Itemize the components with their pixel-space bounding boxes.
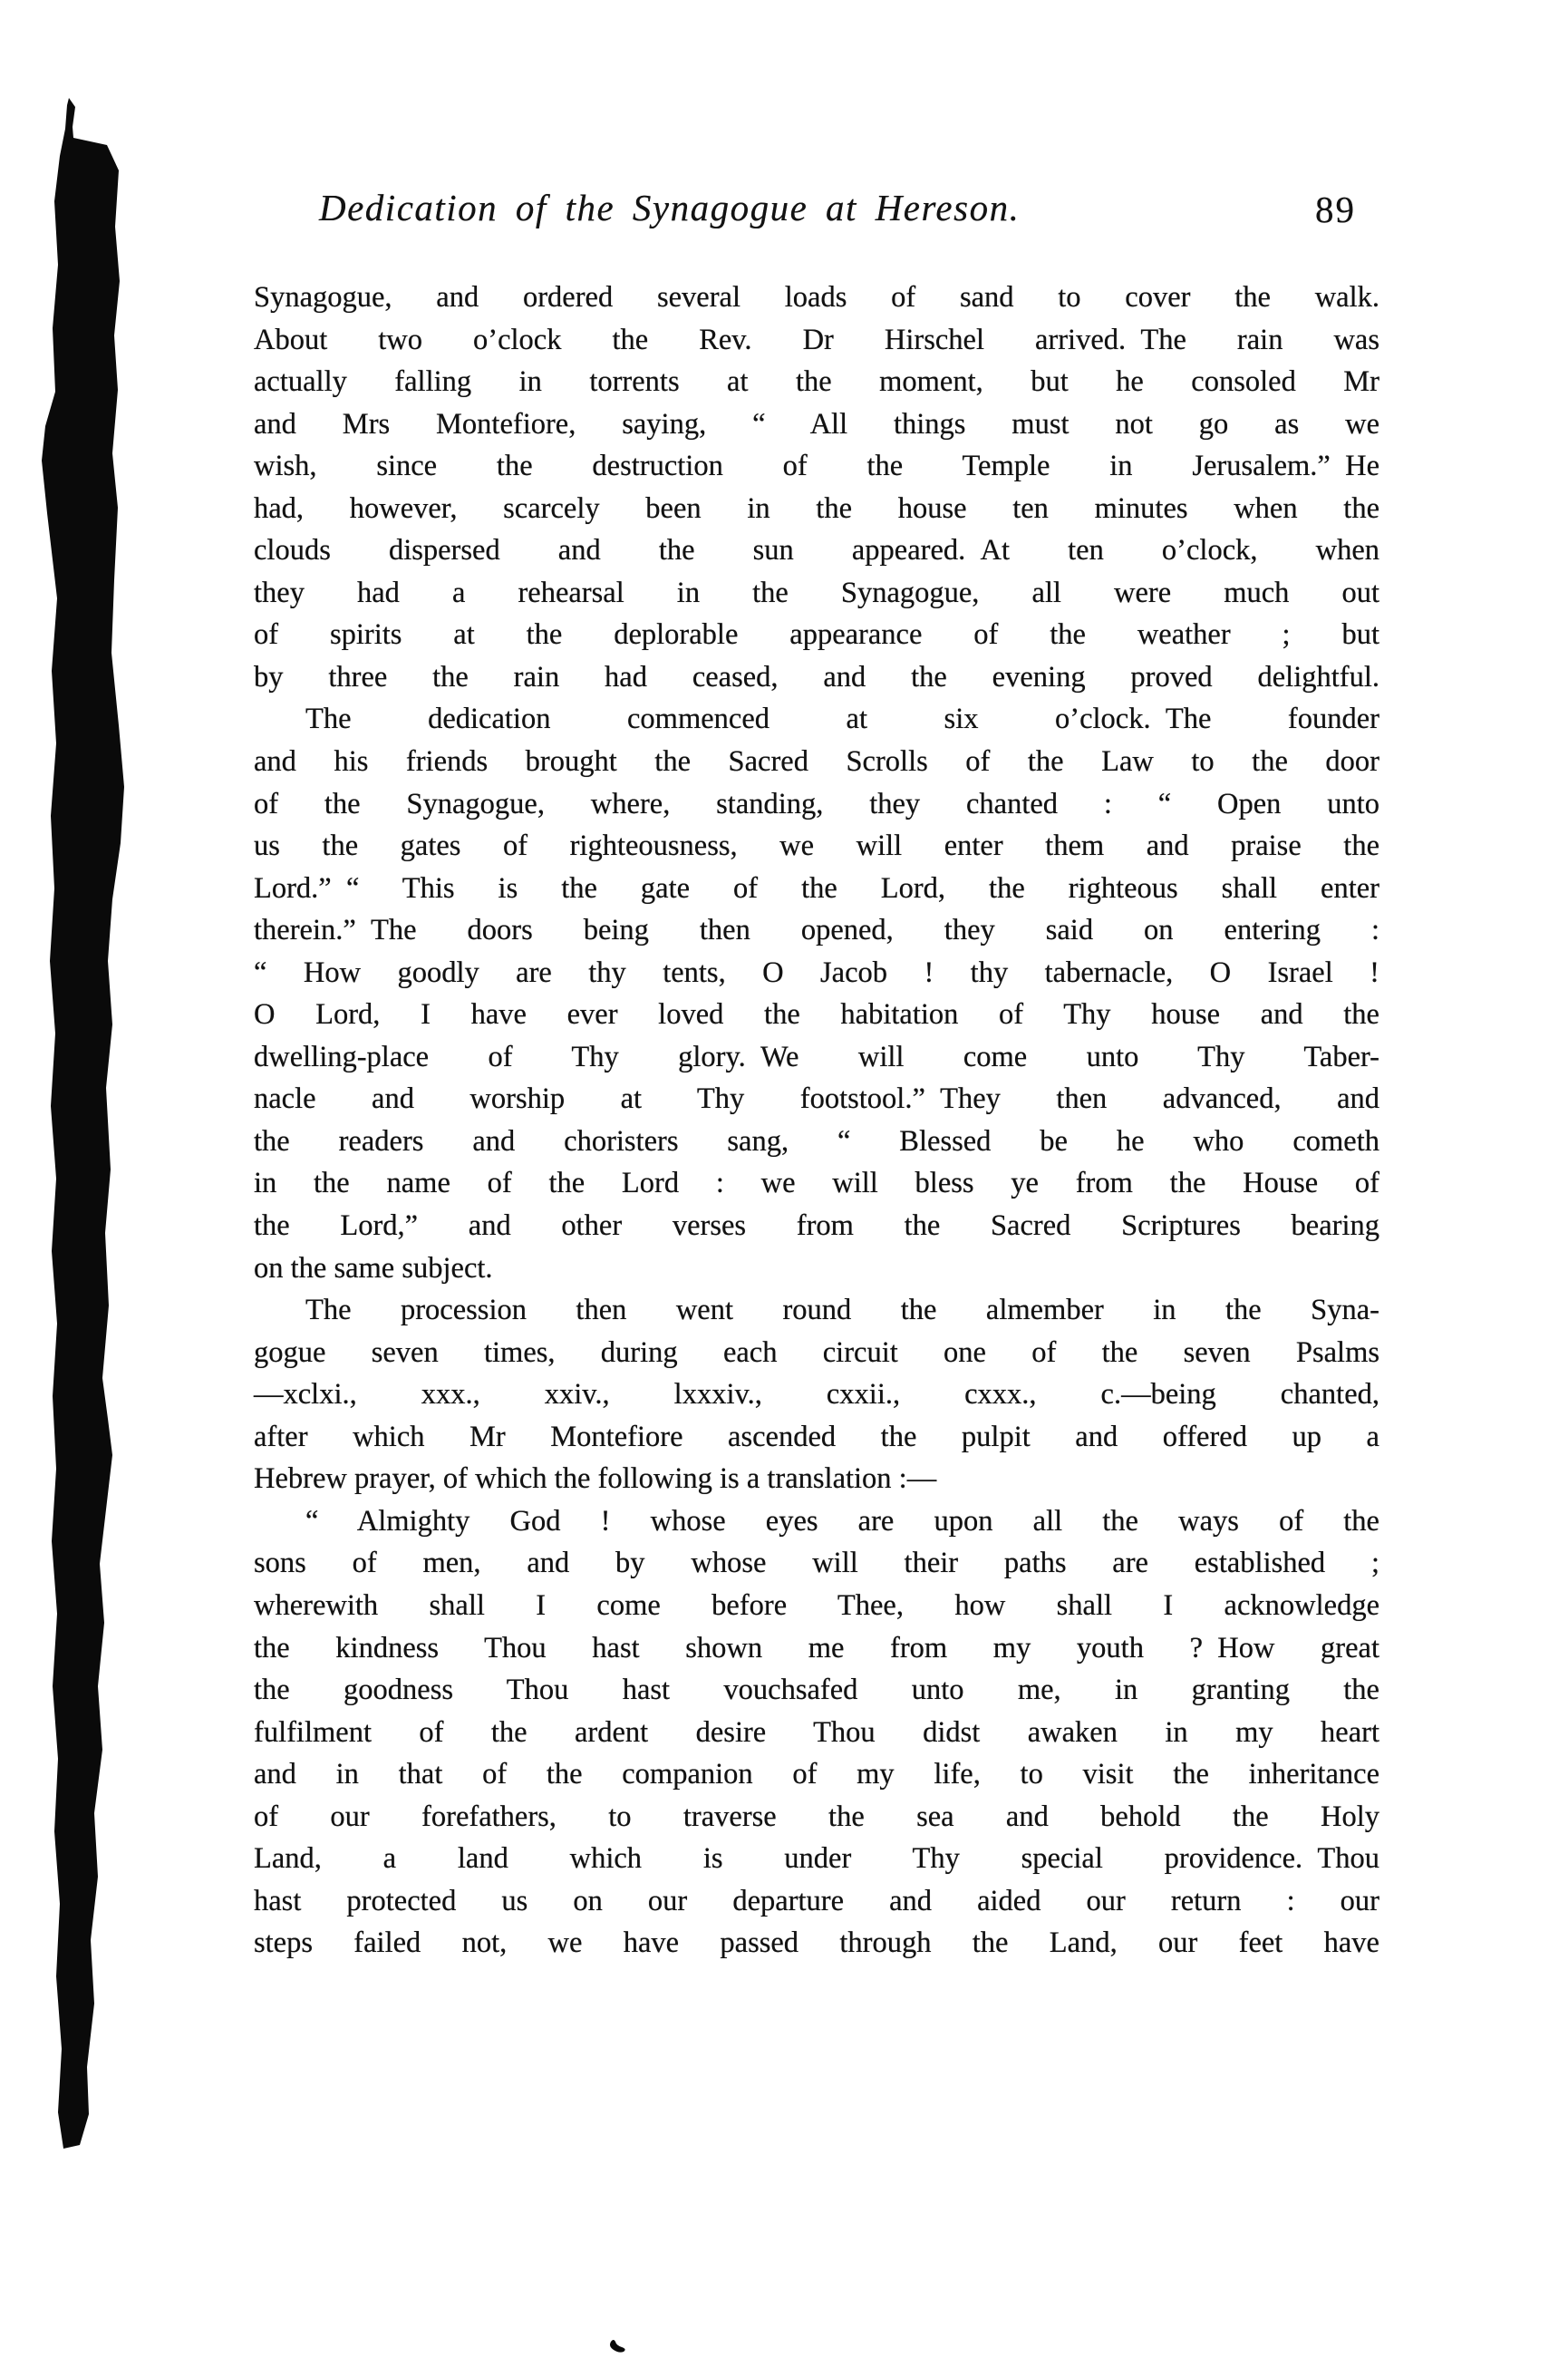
text-line: O Lord, I have ever loved the habitation of Thy house and the: [254, 998, 1379, 1032]
running-head: [254, 186, 1379, 242]
text-line: The procession then went round the almember in the Syna-: [305, 1294, 1379, 1327]
text-line: and his friends brought the Sacred Scrolls of the Law to the door: [254, 745, 1379, 779]
text-line: of our forefathers, to traverse the sea and behold the Holy: [254, 1800, 1379, 1833]
text-line: the Lord,” and other verses from the Sacred Scriptures bearing: [254, 1209, 1379, 1243]
text-line: Land, a land which is under Thy special providence. Thou: [254, 1842, 1379, 1876]
text-line: wherewith shall I come before Thee, how shall I acknowledge: [254, 1588, 1379, 1622]
text-line: therein.” The doors being then opened, they said on entering :: [254, 914, 1379, 947]
text-line: About two o’clock the Rev. Dr Hirschel arrived. The rain was: [254, 323, 1379, 356]
text-line: after which Mr Montefiore ascended the pulpit and offered up a: [254, 1420, 1379, 1453]
text-line: Synagogue, and ordered several loads of sand to cover the walk.: [254, 281, 1379, 314]
text-line: Lord.” “ This is the gate of the Lord, the righteous shall enter: [254, 871, 1379, 905]
page-number: 89: [1315, 189, 1356, 230]
text-line: hast protected us on our departure and aided our return : our: [254, 1884, 1379, 1917]
text-line: fulfilment of the ardent desire Thou didst awaken in my heart: [254, 1715, 1379, 1749]
text-line: Hebrew prayer, of which the following is a translation :—: [254, 1462, 937, 1496]
text-line: they had a rehearsal in the Synagogue, all were much out: [254, 576, 1379, 609]
text-line: the readers and choristers sang, “ Blessed be he who cometh: [254, 1124, 1379, 1158]
chapter-title: Dedication of the Synagogue at Hereson.: [319, 187, 1021, 228]
text-line: the goodness Thou hast vouchsafed unto me, in granting the: [254, 1674, 1379, 1707]
paragraph: [254, 698, 1379, 1289]
text-line: wish, since the destruction of the Temple in Jerusalem.” He: [254, 450, 1379, 483]
text-line: “ Almighty God ! whose eyes are upon all the ways of the: [305, 1504, 1379, 1538]
text-line: and in that of the companion of my life, to visit the inheritance: [254, 1758, 1379, 1791]
text-line: the kindness Thou hast shown me from my youth ? How great: [254, 1631, 1379, 1664]
text-line: steps failed not, we have passed through the Land, our feet have: [254, 1926, 1379, 1960]
text-line: “ How goodly are thy tents, O Jacob ! thy tabernacle, O Israel !: [254, 956, 1379, 989]
paragraph: [254, 277, 1379, 698]
text-line: by three the rain had ceased, and the evening proved delightful.: [254, 660, 1379, 694]
body-text: [254, 277, 1379, 1965]
paragraph: [254, 1500, 1379, 1965]
footer-ink-speck: [598, 2334, 634, 2362]
text-line: of spirits at the deplorable appearance of the weather ; but: [254, 618, 1379, 652]
text-line: of the Synagogue, where, standing, they chanted : “ Open unto: [254, 787, 1379, 820]
text-line: had, however, scarcely been in the house ten minutes when the: [254, 491, 1379, 525]
text-line: actually falling in torrents at the moment, but he consoled Mr: [254, 365, 1379, 399]
text-line: on the same subject.: [254, 1251, 493, 1285]
text-line: in the name of the Lord : we will bless ye from the House of: [254, 1167, 1379, 1200]
text-line: clouds dispersed and the sun appeared. At ten o’clock, when: [254, 534, 1379, 568]
text-line: sons of men, and by whose will their paths are established ;: [254, 1547, 1379, 1580]
text-line: —xclxi., xxx., xxiv., lxxxiv., cxxii., cxxx., c.—being chanted,: [254, 1378, 1379, 1412]
text-line: dwelling-place of Thy glory. We will come unto Thy Taber-: [254, 1040, 1379, 1073]
text-line: us the gates of righteousness, we will enter them and praise the: [254, 830, 1379, 863]
text-line: The dedication commenced at six o’clock. The founder: [305, 703, 1379, 736]
text-line: and Mrs Montefiore, saying, “ All things must not go as we: [254, 407, 1379, 441]
gutter-ink-smudge: [0, 0, 163, 2368]
text-line: gogue seven times, during each circuit one of the seven Psalms: [254, 1335, 1379, 1369]
paragraph: [254, 1289, 1379, 1500]
text-line: nacle and worship at Thy footstool.” They then advanced, and: [254, 1082, 1379, 1116]
